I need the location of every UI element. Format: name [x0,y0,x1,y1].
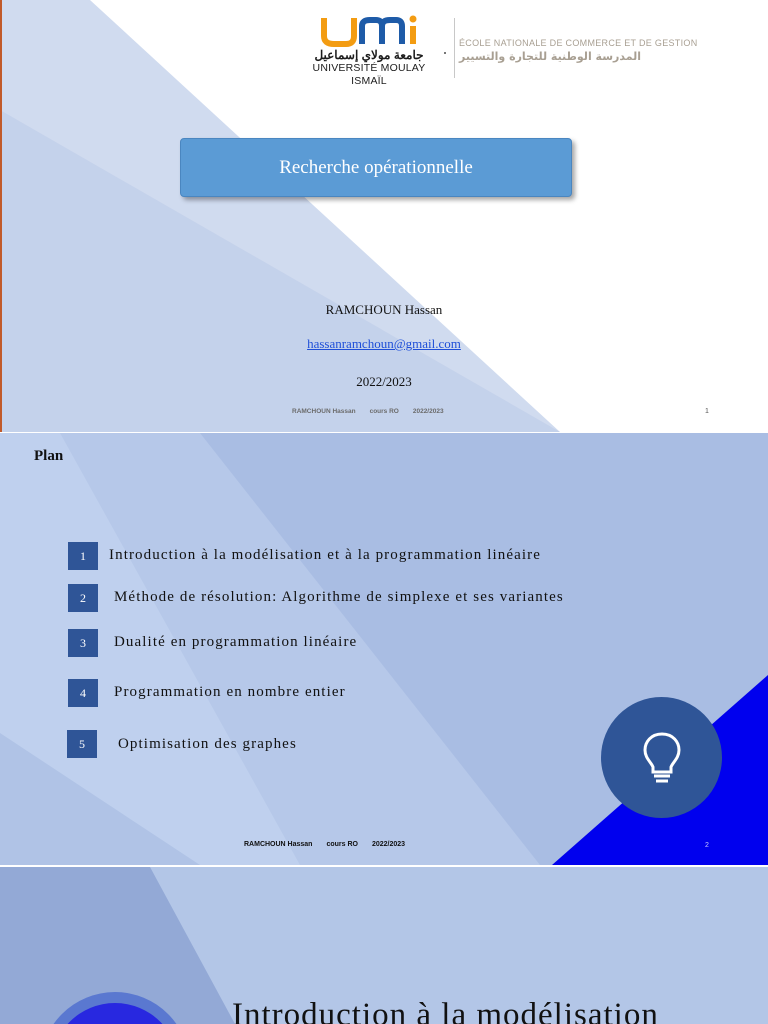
plan-item-1: Introduction à la modélisation et à la programmation linéaire [109,547,541,563]
umi-french-name: UNIVERSITÉ MOULAY ISMAÏL [312,62,426,87]
slide-3-title: Introduction à la modélisation [232,997,659,1024]
page-number: 1 [705,408,709,415]
umi-arabic-name: جامعة مولاي إسماعيل [314,48,424,62]
footer-author: RAMCHOUN Hassan [244,841,313,848]
academic-year: 2022/2023 [356,374,412,389]
slide-edge [0,0,2,432]
footer-author: RAMCHOUN Hassan [292,408,356,415]
logo-dot [444,52,446,54]
slide-1 [0,0,768,432]
university-logo [306,10,698,87]
slide-2 [0,433,768,865]
logo-separator [454,18,455,78]
umi-logo-icon [320,14,430,48]
lightbulb-icon [640,730,684,786]
footer-year: 2022/2023 [412,408,444,415]
item-number-1: 1 [68,542,98,570]
plan-item-4: Programmation en nombre entier [114,684,346,700]
plan-item-3: Dualité en programmation linéaire [114,634,358,650]
item-number-4: 4 [68,679,98,707]
slide-3 [0,867,768,1024]
slide-2-footer [244,841,419,848]
school-arabic-name: المدرسة الوطنية للتجارة والتسيير [459,50,641,63]
umi-name [308,48,430,88]
item-number-2: 2 [68,584,98,612]
footer-course: cours RO [326,841,358,848]
plan-item-5: Optimisation des graphes [118,736,297,752]
email-link[interactable]: hassanramchoun@gmail.com [307,336,461,351]
item-number-5: 5 [67,730,97,758]
plan-heading: Plan [34,448,64,464]
plan-item-2: Méthode de résolution: Algorithme de simplexe et ses variantes [114,589,564,605]
footer-year: 2022/2023 [371,841,406,848]
author-name: RAMCHOUN Hassan [325,302,443,317]
page-number: 2 [705,842,709,849]
lightbulb-badge [601,697,722,818]
school-french-name: ÉCOLE NATIONALE DE COMMERCE ET DE GESTION [459,38,698,48]
title-box [180,138,572,197]
footer-course: cours RO [369,408,399,415]
item-number-3: 3 [68,629,98,657]
slide-title: Recherche opérationnelle [279,156,473,178]
slide-footer [292,408,458,415]
